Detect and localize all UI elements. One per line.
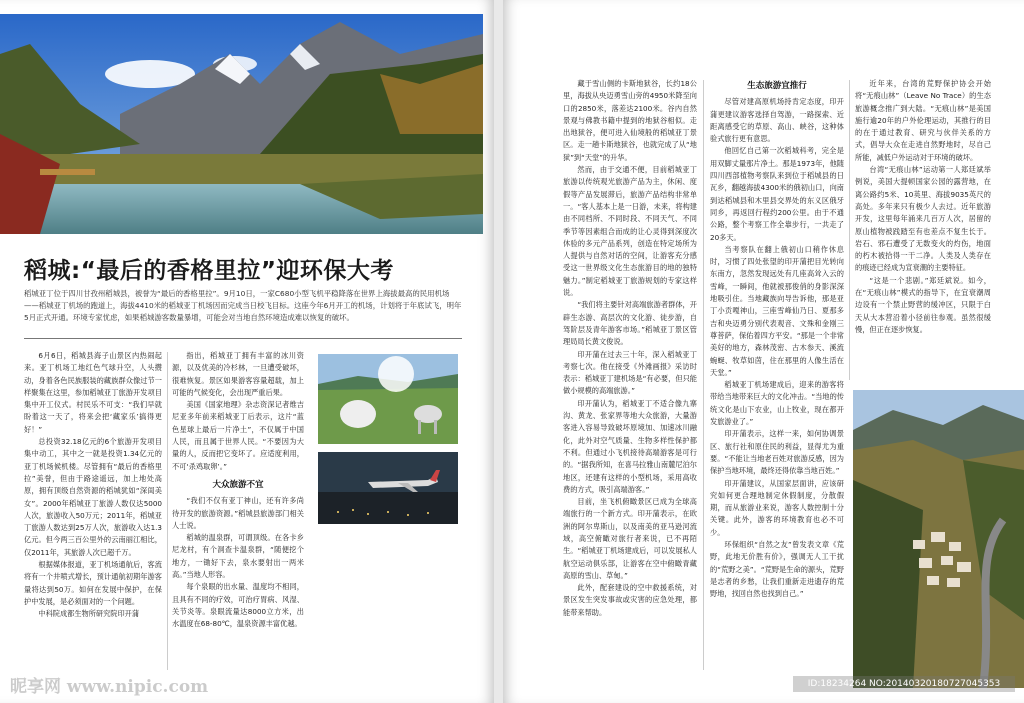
section-heading: 生态旅游宜推行 (747, 81, 807, 91)
paragraph: 当考察队在翻上俄初山口稍作休息时，习惯了四处张望的印开蒲把目光转向东南方，忽然发现远处有几座高耸入云的雪峰，一瞬间，他就被那俊俏的身影深深地吸引住。当地藏族向导告诉他，那是亚丁小贡嘎神山，三座雪峰仙乃日、夏那多吉和央迈勇分别代表观音、文殊和金刚三尊菩萨，保佑着四方平安。“那是一个非常美好的地方，森林茂密、古木参天、溪流蜿蜒、牧草如茵，住在那里的人像生活在天堂。” (710, 244, 844, 377)
paragraph: 尽管对建高原机场持肯定态度，印开蒲更建议游客选择自驾游，一路探索、近距离感受它的草原、高山、峡谷，这种体验式旅行更有意思。 (710, 97, 844, 144)
paragraph: “这是一个悲剧。”郑廷斌说。如今，在“无痕山林”模式的指导下，在宜衰潮周边设有一个禁止野营的缓冲区，只限于白天从大本营沿着小径前往参观。虽然很缓慢，但正在逐步恢复。 (855, 275, 991, 334)
paragraph: “我们将主要针对高端旅游者群体，开辟生态游、高层次的文化游、徒步游，自驾阶层及青年游客市场。”稻城亚丁景区管理局局长黄文俊说。 (563, 300, 697, 347)
paragraph: 台湾“无痕山林”运动第一人郑廷斌举例说，美国大提顿国家公园的露营地，在离公路约5米、10英里、海拔9035英尺的高处。多年来只有极少人去过。近年旅游开发，这里每年涌来几百万人次，居留的原山植物被践踏至有也差点不复生长于。岩石、邪石遭受了无数变火的灼伤，地面的朽木被拾得一干二净。人类及人类存在的痕迹已经成为宣衰潮的主要特征。 (855, 165, 991, 273)
left-page (0, 0, 494, 703)
text-column-2 (172, 350, 304, 680)
paragraph: 近年来，台湾的荒野保护协会开始将“无痕山林”（Leave No Trace）的生态旅游概念推广到大陆。“无痕山林”是美国施行逾20年的户外伦理运动，其推行的目的在于通过教育、研究与伙伴关系的方式，倡导大众在走进自然野地时，尽自己所能，减低户外运动对于环境的破坏。 (855, 79, 991, 162)
paragraph: 此外，配套建设的空中救援系统，对景区发生突发事故或灾害的应急处理，都能带来帮助。 (563, 583, 697, 617)
column-divider (703, 80, 704, 670)
text-column-3 (563, 78, 697, 674)
paragraph: 印开蒲表示，这样一来，如何协调景区、旅行社和原住民的利益，显得尤为重要。“不能让当地老百姓对旅游反感，因为保护当地环境，最终还得依靠当地百姓。” (710, 429, 844, 476)
column-divider (167, 352, 168, 670)
lead-paragraph: 稻城亚丁位于四川甘孜州稻城县，被誉为“最后的香格里拉”。9月10日，一家C680小型飞机平稳降落在世界上海拔最高的民用机场——稻城亚丁机场的跑道上，海拔4410米的稻城亚丁机场因而完成当日校飞目标。这座今年6月开工的机场，计划将于年底试飞，明年5月正式开通。环境专家忧虑，如果稻城游客数量暴增，可能会对当地自然环境造成难以恢复的破坏。 (24, 289, 462, 322)
mountain-village-photo (853, 390, 1024, 688)
paragraph: 美国《国家地理》杂志资深记者维吉尼亚多年前来稻城亚丁后表示，这片“蓝色星球上最后一片净土”，不仅属于中国人民，而且属于世界人民。“不要因为大量的人，反而把它变坏了。应适度利用，不可‘杀鸡取卵’。” (172, 400, 304, 471)
paragraph: 他回忆自己第一次稻城科考，完全是用双脚丈量那片净土。那是1973年，他随四川西部植物考察队来到位于稻城县的日瓦乡，翻越海拔4300米的俄初山口，向南到达稻城县和木里县交界处的东义区俄牙同乡，再返回行程约200公里。由于不通公路，整个考察工作全靠步行，一共走了20多天。 (710, 146, 844, 242)
paragraph: 然而，由于交通不便，目前稻城亚丁旅游以传统观光旅游产品为主，休闲、度假等产品发展滞后，旅游产品结构非常单一。“客人基本上是一日游，未来，将构建由不同档所、不同时段、不同天气、不同季节等因素组合而成的让心灵得到深度次休验的多元产品系列，创造在特定场所为人提供与自然对话的空间，让游客充分感受这一世界级文化生态旅游目的地的独特魅力。”制定稻城亚丁旅游规划的专家这样说。 (563, 165, 697, 298)
paragraph: 环保组织“自然之友”曾发表文章《荒野，此地无价胜有价》，强调无人工干扰的“荒野之美”。“荒野是生命的源头，荒野是志者的乡愁，让我们重新走进遗存的荒野地，找回自然也找到自己。” (710, 539, 844, 599)
paragraph: 稻城亚丁机场建成后，迎来的游客将带给当地带来巨大的文化冲击。“当地的传统文化是山下农业，山上牧业，现在都开发旅游业了。” (710, 380, 844, 427)
paragraph: 目前，坐飞机俯瞰景区已成为全球高端旅行的一个新方式。印开蒲表示，在欧洲的阿尔卑斯山，以及南美的亚马逊河流域，高空俯瞰对旅行者来说，已不再陌生。“稻城亚丁机场建成后，可以发展私人航空运动俱乐部，让游客在空中俯瞰青藏高原的雪山、草甸。” (563, 497, 697, 580)
paragraph: 根据媒体报道，亚丁机场通航后，客流将有一个井喷式增长，预计通航初期年游客量将达到50万。如何在发展中保护，在保护中发展，是必须面对的一个问题。 (24, 560, 162, 606)
yak-grassland-photo (318, 354, 458, 444)
text-column-4 (710, 74, 844, 674)
paragraph: 总投资32.18亿元的6个旅游开发项目集中动工，其中之一就是投资1.34亿元的亚丁机场候机楼。尽管拥有“最后的香格里拉”美誉，但由于路途遥远，加上地处高原，拥有顶级自然资源的稻城犹如“深闺美女”。2000年稻城亚丁旅游人数仅达5000人次，旅游收入50万元；2011年，稻城亚丁旅游人数达到25万人次，旅游收入达1.3亿元。但今两三百公里外的云南丽江相比，仅2011年，其旅游人次已超千万。 (24, 437, 162, 557)
airplane-runway-photo (318, 452, 458, 524)
image-id-banner: ID:18234264 NO:20140320180727045353 (793, 676, 1015, 692)
section-heading: 大众旅游不宜 (212, 479, 264, 490)
page-title: 稻城:“最后的香格里拉”迎环保大考 (24, 258, 394, 284)
paragraph: 藏于雪山侧的卡斯地狱谷，长约18公里，海拔从央迈勇雪山旁的4950米降至向口的2850米，落差达2100米。谷内自然景观与佛教书籍中提到的地狱谷相似。走出地狱谷，便可进入仙境般的稻城亚丁景区。走一趟卡斯地狱谷，也就完成了从“地狱”到“天堂”的升华。 (563, 79, 697, 162)
paragraph: 印开蒲在过去三十年，深入稻城亚丁考察七次。他在接受《外滩画报》采访时表示：稻城亚丁建机场是“有必要，但只能做小规模的高端旅游。” (563, 349, 697, 396)
paragraph: 稻城的温泉群，可谓顶级。在各卡乡尼龙村，有个洞查卡温泉群，“随便挖个地方，一锄好下去，泉水要射出一两米高。”当地人形容。 (172, 533, 304, 580)
paragraph: 印开蒲认为，稻城亚丁不适合像九寨沟、黄龙、张家界等地大众旅游，大量游客进入容易导致破坏原境加、加速冰川融化，此外对空气质量、生物多样性保护都不利。但通过小飞机接待高端游客是可行的。“据我所知，在喜马拉雅山南麓尼泊尔地区，还建有这样的小型机场，采用高收费的方式，吸引高端游客。” (563, 398, 697, 494)
text-column-1 (24, 350, 162, 680)
paragraph: 中科院成都生物所研究院印开蒲 (38, 609, 140, 619)
paragraph: 指出，稻城亚丁拥有丰富的冰川资源，以及优美的冷杉林，一旦遭受破坏，很难恢复。景区如果游客容量超载，加上可能的气候变化，会出现严重后果。 (172, 351, 304, 397)
paragraph: 每个泉眼的出水量、温度均不相同，且具有不同的疗效，可治疗胃病、风湿、关节炎等。泉眼流量达8000立方米，出水温度在68-80℃，温泉资源丰富优越。 (172, 582, 304, 629)
hero-landscape-image (0, 14, 483, 234)
divider (24, 338, 462, 339)
right-page (503, 0, 1024, 703)
column-divider (849, 80, 850, 380)
paragraph: “我们不仅有亚丁神山，还有许多尚待开发的旅游资源。”稻城县旅游部门相关人士说。 (172, 496, 304, 530)
paragraph: 6月6日，稻城县海子山景区内热闹起来。亚丁机场工地红色气球升空，人头攒动，身着各色民族服装的藏族群众像过节一样聚集在这里，参加稻城亚丁旅游开发项目集中开工仪式。村民乐不可支：“我们早就盼着这一天了，将来会把‘藏家乐’搞得更好！” (24, 351, 162, 434)
watermark-logo: 昵享网 www.nipic.com (10, 677, 209, 697)
paragraph: 印开蒲建议，从国家层面讲，应该研究如何更合理地制定休假制度，分散假期，而从旅游业来说，游客人数控制十分关键。此外，游客的环境教育也必不可少。 (710, 478, 844, 537)
text-column-5 (855, 78, 991, 376)
